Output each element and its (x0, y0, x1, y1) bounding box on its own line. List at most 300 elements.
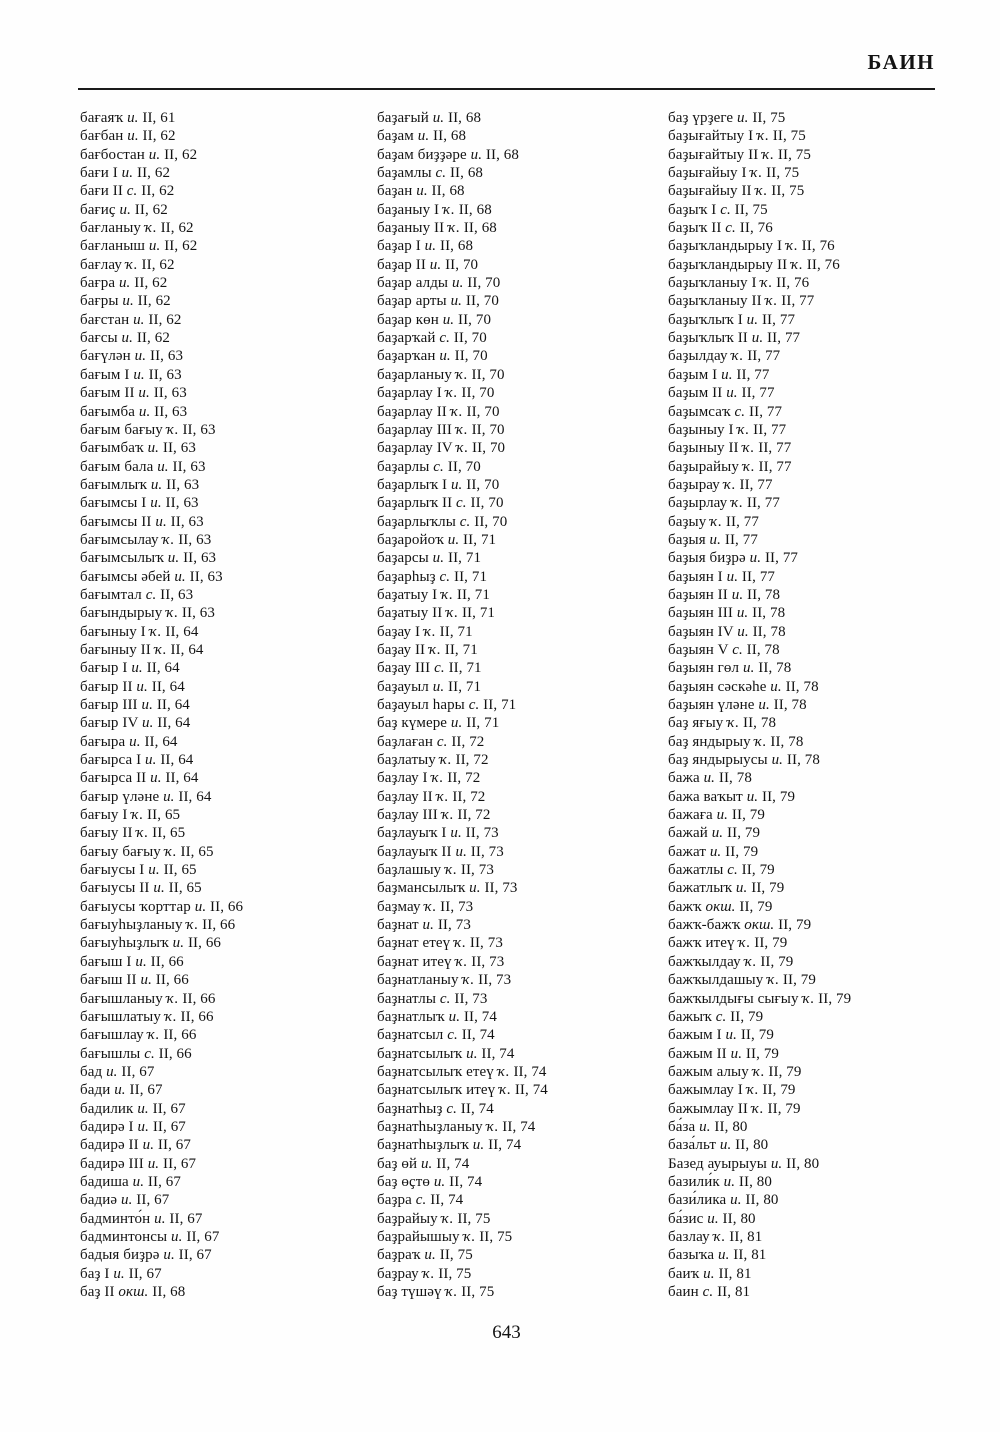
entry-pos-label: с. (468, 697, 480, 713)
entry-volume-page: II, 77 (738, 568, 776, 585)
index-entry (377, 182, 677, 200)
entry-volume-page: II, 62 (144, 311, 182, 328)
index-entry (377, 366, 677, 384)
entry-pos-label: ҡ. (767, 972, 780, 989)
entry-volume-page: II, 77 (777, 293, 815, 310)
entry-volume-page: II, 66 (184, 935, 222, 952)
index-entry (377, 898, 677, 916)
entry-pos-label: и. (140, 972, 152, 989)
entry-pos-label: и. (172, 935, 185, 952)
index-entry (668, 1026, 968, 1044)
entry-headword: баҙыу (668, 513, 711, 530)
entry-headword: бағымлыҡ (80, 476, 151, 493)
entry-pos-label: ҡ. (791, 256, 803, 273)
entry-pos-label: и. (148, 238, 161, 255)
entry-pos-label: и. (137, 1100, 149, 1117)
index-entry (80, 788, 380, 806)
index-entry (377, 1045, 677, 1063)
entry-volume-page: II, 63 (162, 476, 200, 493)
index-entry (80, 879, 380, 897)
index-entry (668, 1063, 968, 1081)
entry-pos-label: и. (135, 953, 147, 970)
index-entry (668, 292, 968, 310)
entry-pos-label: ҡ. (752, 1063, 765, 1080)
entry-pos-label: с. (144, 1045, 155, 1062)
entry-volume-page: II, 71 (444, 678, 482, 695)
entry-pos-label: и. (737, 110, 749, 126)
entry-pos-label: ҡ. (424, 898, 437, 915)
entry-pos-label: ҡ. (455, 953, 468, 970)
entry-pos-label: ҡ. (446, 605, 459, 622)
entry-pos-label: и. (432, 110, 445, 126)
entry-headword: баҙлатыу (377, 752, 440, 769)
index-entry (80, 1283, 380, 1301)
index-entry (668, 604, 968, 622)
entry-volume-page: II, 64 (147, 678, 185, 695)
entry-headword: бажҡ (668, 898, 706, 915)
entry-volume-page: II, 65 (159, 862, 197, 879)
index-entry (377, 1063, 677, 1081)
index-entry (377, 127, 677, 145)
entry-volume-page: II, 77 (763, 330, 801, 347)
index-entry (668, 347, 968, 365)
entry-headword: баҙарҡай (377, 330, 440, 347)
entry-headword: баҙыҡ II (668, 220, 726, 237)
entry-pos-label: и. (145, 752, 157, 769)
entry-pos-label: с. (126, 183, 138, 200)
entry-pos-label: с. (435, 165, 447, 182)
entry-pos-label: ҡ. (162, 531, 175, 548)
entry-headword: баҙыҡ I (668, 201, 721, 218)
index-entry (668, 843, 968, 861)
index-entry (80, 934, 380, 952)
entry-headword: бази́лика (668, 1192, 731, 1209)
index-entry (377, 549, 677, 567)
index-entry (80, 329, 380, 347)
entry-headword: баҙлауыҡ I (377, 825, 451, 842)
index-entry (668, 1265, 968, 1283)
entry-volume-page: II, 79 (742, 1045, 780, 1062)
entry-volume-page: II, 77 (743, 495, 780, 512)
entry-headword: бағымсы II (80, 513, 156, 530)
index-entry (668, 403, 968, 421)
entry-pos-label: окш. (705, 898, 736, 915)
entry-volume-page: II, 62 (138, 128, 176, 145)
index-entry (80, 458, 380, 476)
entry-volume-page: II, 79 (779, 972, 817, 989)
entry-volume-page: II, 76 (797, 238, 835, 255)
index-entry (668, 971, 968, 989)
entry-volume-page: II, 64 (140, 733, 178, 750)
index-entry (377, 1191, 677, 1209)
entry-pos-label: и. (416, 183, 428, 200)
entry-pos-label: и. (121, 165, 134, 182)
entry-headword: бади (80, 1082, 115, 1099)
entry-headword: бадилик (80, 1100, 138, 1117)
entry-volume-page: II, 78 (766, 733, 804, 750)
entry-volume-page: II, 66 (206, 898, 244, 915)
entry-headword: бажҡылдау (668, 953, 745, 970)
entry-headword: бағлау (80, 256, 126, 273)
entry-pos-label: и. (148, 862, 160, 879)
entry-volume-page: II, 72 (453, 807, 491, 824)
entry-volume-page: II, 73 (480, 880, 518, 897)
entry-volume-page: II, 66 (198, 917, 236, 934)
index-entry (668, 641, 968, 659)
entry-pos-label: и. (119, 201, 131, 218)
index-entry (377, 1081, 677, 1099)
index-entry (668, 1246, 968, 1264)
entry-headword: бағымсылыҡ (80, 550, 168, 567)
entry-volume-page: II, 79 (758, 788, 796, 805)
entry-headword: бажай (668, 825, 712, 842)
index-entry (80, 1081, 380, 1099)
entry-headword: бағи I (80, 165, 122, 182)
entry-headword: бажат (668, 843, 710, 860)
entry-pos-label: ҡ. (454, 935, 467, 952)
entry-pos-label: ҡ. (154, 641, 167, 658)
entry-pos-label: ҡ. (762, 146, 775, 163)
entry-headword: баҙнатсылыҡ итеү (377, 1082, 500, 1099)
entry-headword: баҙыян IV (668, 623, 738, 640)
entry-volume-page: II, 77 (754, 440, 792, 457)
entry-volume-page: II, 74 (477, 1045, 515, 1062)
entry-pos-label: ҡ. (742, 458, 755, 475)
index-entry (80, 531, 380, 549)
entry-headword: баҙраҡ (377, 1247, 425, 1264)
entry-headword: бағыуһыҙланыу (80, 917, 187, 934)
entry-volume-page: II, 78 (748, 623, 786, 640)
index-entry (668, 1118, 968, 1136)
index-entry (668, 934, 968, 952)
entry-volume-page: II, 66 (146, 953, 184, 970)
entry-headword: баҙау III (377, 660, 435, 677)
entry-volume-page: II, 79 (723, 825, 761, 842)
entry-volume-page: II, 72 (448, 788, 486, 805)
page-number: 643 (492, 1322, 521, 1343)
entry-headword: баҙатыу I (377, 586, 442, 603)
index-entry (668, 164, 968, 182)
header-rule-divider (78, 88, 935, 90)
entry-pos-label: и. (118, 275, 131, 292)
entry-headword: баҙыҡланыу I (668, 275, 761, 292)
entry-headword: баҙыя биҙрә (668, 550, 750, 567)
entry-headword: баҙрайыу (377, 1210, 442, 1227)
index-entry (377, 164, 677, 182)
entry-headword: баҙағый (377, 110, 433, 126)
entry-headword: бағыр III (80, 697, 142, 713)
entry-headword: баҙнатсылыҡ (377, 1045, 467, 1062)
entry-volume-page: II, 78 (739, 715, 777, 732)
entry-pos-label: и. (450, 476, 463, 493)
index-entry (80, 1173, 380, 1191)
index-entry (80, 1118, 380, 1136)
entry-volume-page: II, 79 (747, 880, 785, 897)
entry-volume-page: II, 68 (446, 165, 484, 182)
entry-headword: бажым алыу (668, 1063, 753, 1080)
entry-volume-page: II, 63 (144, 366, 182, 383)
index-entry (668, 879, 968, 897)
entry-pos-label: ҡ. (757, 128, 769, 145)
entry-volume-page: II, 74 (509, 1063, 547, 1080)
index-entry (377, 586, 677, 604)
entry-volume-page: II, 71 (440, 641, 478, 658)
entry-pos-label: ҡ. (131, 807, 144, 824)
index-entry (668, 916, 968, 934)
index-entry (668, 219, 968, 237)
entry-volume-page: II, 70 (454, 311, 492, 328)
entry-pos-label: и. (131, 660, 143, 677)
entry-pos-label: и. (770, 678, 782, 695)
entry-pos-label: и. (709, 843, 722, 860)
entry-volume-page: II, 66 (151, 972, 189, 989)
entry-headword: баҙам биҙҙәре (377, 146, 471, 163)
entry-volume-page: II, 75 (435, 1247, 473, 1264)
entry-headword: бадминтонсы (80, 1228, 172, 1245)
entry-pos-label: и. (725, 1027, 737, 1044)
entry-headword: баҙан (377, 183, 417, 200)
entry-pos-label: и. (155, 513, 167, 530)
entry-volume-page: II, 63 (185, 568, 223, 585)
entry-pos-label: и. (150, 476, 163, 493)
index-entry (668, 127, 968, 145)
entry-pos-label: ҡ. (742, 440, 755, 457)
entry-headword: базлау (668, 1228, 714, 1245)
entry-headword: баҙарлыҡ II (377, 495, 457, 512)
entry-headword: баҙарлыҡлы (377, 513, 460, 530)
entry-pos-label: и. (114, 1082, 126, 1099)
index-entry (80, 1008, 380, 1026)
entry-volume-page: II, 75 (767, 183, 805, 200)
index-entry (377, 879, 677, 897)
entry-headword: бағүлән (80, 348, 135, 365)
entry-pos-label: с. (720, 201, 731, 218)
entry-pos-label: ҡ. (431, 770, 444, 787)
entry-headword: баҙымсаҡ (668, 403, 735, 420)
index-entry (668, 421, 968, 439)
index-entry (80, 1063, 380, 1081)
entry-volume-page: II, 71 (450, 568, 488, 585)
entry-headword: бағындырыу (80, 605, 167, 622)
entry-headword: баҙыян III (668, 605, 737, 622)
entry-volume-page: II, 78 (781, 678, 819, 695)
entry-volume-page: II, 64 (161, 623, 199, 640)
entry-volume-page: II, 64 (174, 788, 212, 805)
index-entry (80, 714, 380, 732)
entry-pos-label: и. (730, 1192, 742, 1209)
entry-pos-label: ҡ. (441, 807, 454, 824)
entry-headword: баҙығайтыу I (668, 128, 758, 145)
entry-pos-label: ҡ. (422, 1265, 435, 1282)
entry-headword: бажымлау I (668, 1082, 747, 1099)
entry-headword: бағиҫ (80, 201, 120, 218)
entry-pos-label: с. (434, 660, 445, 677)
index-entry (377, 1136, 677, 1154)
index-entry (80, 421, 380, 439)
entry-headword: баҙыҡландырыу II (668, 256, 792, 273)
entry-pos-label: ҡ. (497, 1063, 510, 1080)
entry-pos-label: с. (145, 586, 157, 603)
index-entry (377, 604, 677, 622)
entry-headword: бағыра (80, 733, 130, 750)
entry-pos-label: и. (703, 1265, 715, 1282)
index-entry (377, 990, 677, 1008)
entry-headword: баҙлаған (377, 733, 437, 750)
index-entry (377, 476, 677, 494)
entry-pos-label: ҡ. (456, 440, 469, 457)
entry-pos-label: и. (424, 238, 437, 255)
entry-volume-page: II, 76 (735, 220, 773, 237)
entry-headword: бад (80, 1063, 107, 1080)
entry-headword: баҙ II (80, 1284, 119, 1300)
entry-volume-page: II, 77 (721, 531, 758, 548)
index-entry (668, 109, 968, 127)
entry-headword: баин (668, 1284, 703, 1300)
entry-volume-page: II, 66 (178, 990, 216, 1007)
entry-headword: бағыныу I (80, 623, 150, 640)
entry-pos-label: с. (459, 513, 471, 530)
entry-headword: баҙаныу I (377, 201, 443, 218)
index-entry (377, 513, 677, 531)
entry-volume-page: II, 79 (721, 843, 759, 860)
entry-headword: бағыш II (80, 972, 141, 989)
entry-volume-page: II, 74 (498, 1118, 536, 1135)
index-entry (80, 769, 380, 787)
entry-pos-label: и. (163, 788, 175, 805)
entry-volume-page: II, 62 (132, 330, 170, 347)
entry-volume-page: II, 71 (459, 531, 497, 548)
entry-pos-label: и. (174, 568, 186, 585)
index-entry (80, 1191, 380, 1209)
index-entry (377, 219, 677, 237)
entry-volume-page: II, 67 (132, 1192, 170, 1209)
index-entry (80, 164, 380, 182)
entry-pos-label: и. (132, 1173, 145, 1190)
index-entry (377, 384, 677, 402)
entry-pos-label: ҡ. (445, 862, 458, 879)
entry-volume-page: II, 74 (432, 1155, 470, 1172)
entry-pos-label: с. (727, 862, 738, 879)
entry-volume-page: II, 70 (463, 275, 501, 292)
entry-headword: баҙнат (377, 917, 423, 934)
entry-volume-page: II, 63 (174, 531, 212, 548)
entry-pos-label: и. (726, 568, 739, 585)
entry-headword: баҙаныу II (377, 220, 449, 237)
index-entry (377, 531, 677, 549)
entry-headword: баҙырлау (668, 495, 732, 512)
entry-volume-page: II, 67 (154, 1137, 192, 1154)
entry-headword: бағыу бағыу (80, 843, 165, 860)
entry-volume-page: II, 79 (756, 953, 794, 970)
entry-headword: баҙлауыҡ II (377, 843, 456, 860)
index-entry (377, 237, 677, 255)
entry-pos-label: и. (451, 275, 464, 292)
entry-pos-label: ҡ. (164, 843, 177, 860)
entry-volume-page: II, 74 (457, 1027, 495, 1044)
entry-headword: баҙнат етеү (377, 935, 455, 952)
entry-headword: бағыусы I (80, 862, 149, 879)
index-entry (377, 1173, 677, 1191)
entry-headword: бажым II (668, 1045, 731, 1062)
entry-headword: баҙамлы (377, 165, 436, 182)
entry-headword: бағышлы (80, 1045, 145, 1062)
index-entry (668, 1136, 968, 1154)
entry-headword: бажҡылдашыу (668, 972, 768, 989)
entry-pos-label: ҡ. (164, 1008, 177, 1025)
entry-volume-page: II, 64 (142, 660, 180, 677)
entry-headword: бажым I (668, 1027, 726, 1044)
index-entry (668, 623, 968, 641)
index-entry (377, 146, 677, 164)
index-entry (377, 934, 677, 952)
entry-headword: бадиша (80, 1173, 133, 1190)
entry-headword: бағыр үләне (80, 788, 164, 805)
entry-volume-page: II, 76 (772, 275, 810, 292)
index-entry (377, 109, 677, 127)
entry-volume-page: II, 67 (125, 1082, 163, 1099)
entry-headword: базили́к (668, 1173, 724, 1190)
entry-volume-page: II, 75 (762, 165, 800, 182)
entry-pos-label: ҡ. (744, 953, 757, 970)
entry-volume-page: II, 79 (750, 935, 788, 952)
index-entry (668, 1045, 968, 1063)
entry-volume-page: II, 74 (460, 1008, 498, 1025)
entry-pos-label: и. (450, 715, 463, 732)
index-entry (668, 182, 968, 200)
index-entry (377, 623, 677, 641)
index-entry (80, 824, 380, 842)
entry-volume-page: II, 64 (156, 752, 194, 769)
entry-pos-label: и. (469, 880, 481, 897)
index-entry (668, 256, 968, 274)
entry-headword: баҙым I (668, 366, 722, 383)
index-entry (668, 568, 968, 586)
index-entry (80, 586, 380, 604)
entry-volume-page: II, 73 (436, 898, 474, 915)
entry-pos-label: ҡ. (429, 641, 441, 658)
index-entry (668, 531, 968, 549)
entry-pos-label: и. (455, 843, 467, 860)
entry-volume-page: II, 73 (466, 935, 503, 952)
entry-pos-label: с. (439, 990, 451, 1007)
entry-headword: баҙлау II (377, 788, 437, 805)
entry-pos-label: ҡ. (765, 293, 778, 310)
entry-volume-page: II, 62 (130, 201, 168, 218)
entry-pos-label: и. (420, 1155, 433, 1172)
entry-volume-page: II, 75 (768, 128, 806, 145)
entry-volume-page: II, 79 (814, 990, 852, 1007)
entry-headword: баҙ өй (377, 1155, 421, 1172)
index-entry (668, 1081, 968, 1099)
index-entry (377, 1210, 677, 1228)
index-entry (377, 733, 677, 751)
index-entry (377, 751, 677, 769)
entry-pos-label: ҡ. (441, 586, 453, 603)
index-entry (668, 494, 968, 512)
entry-pos-label: и. (439, 348, 451, 365)
entry-pos-label: и. (450, 293, 463, 310)
entry-pos-label: окш. (744, 917, 775, 934)
index-entry (377, 1283, 677, 1301)
entry-volume-page: II, 63 (179, 550, 217, 567)
index-entry (80, 513, 380, 531)
index-entry (377, 641, 677, 659)
index-entry (80, 898, 380, 916)
entry-headword: бағбан (80, 128, 128, 145)
entry-volume-page: II, 70 (462, 293, 499, 310)
index-entry (377, 696, 677, 714)
entry-volume-page: II, 74 (510, 1082, 548, 1099)
